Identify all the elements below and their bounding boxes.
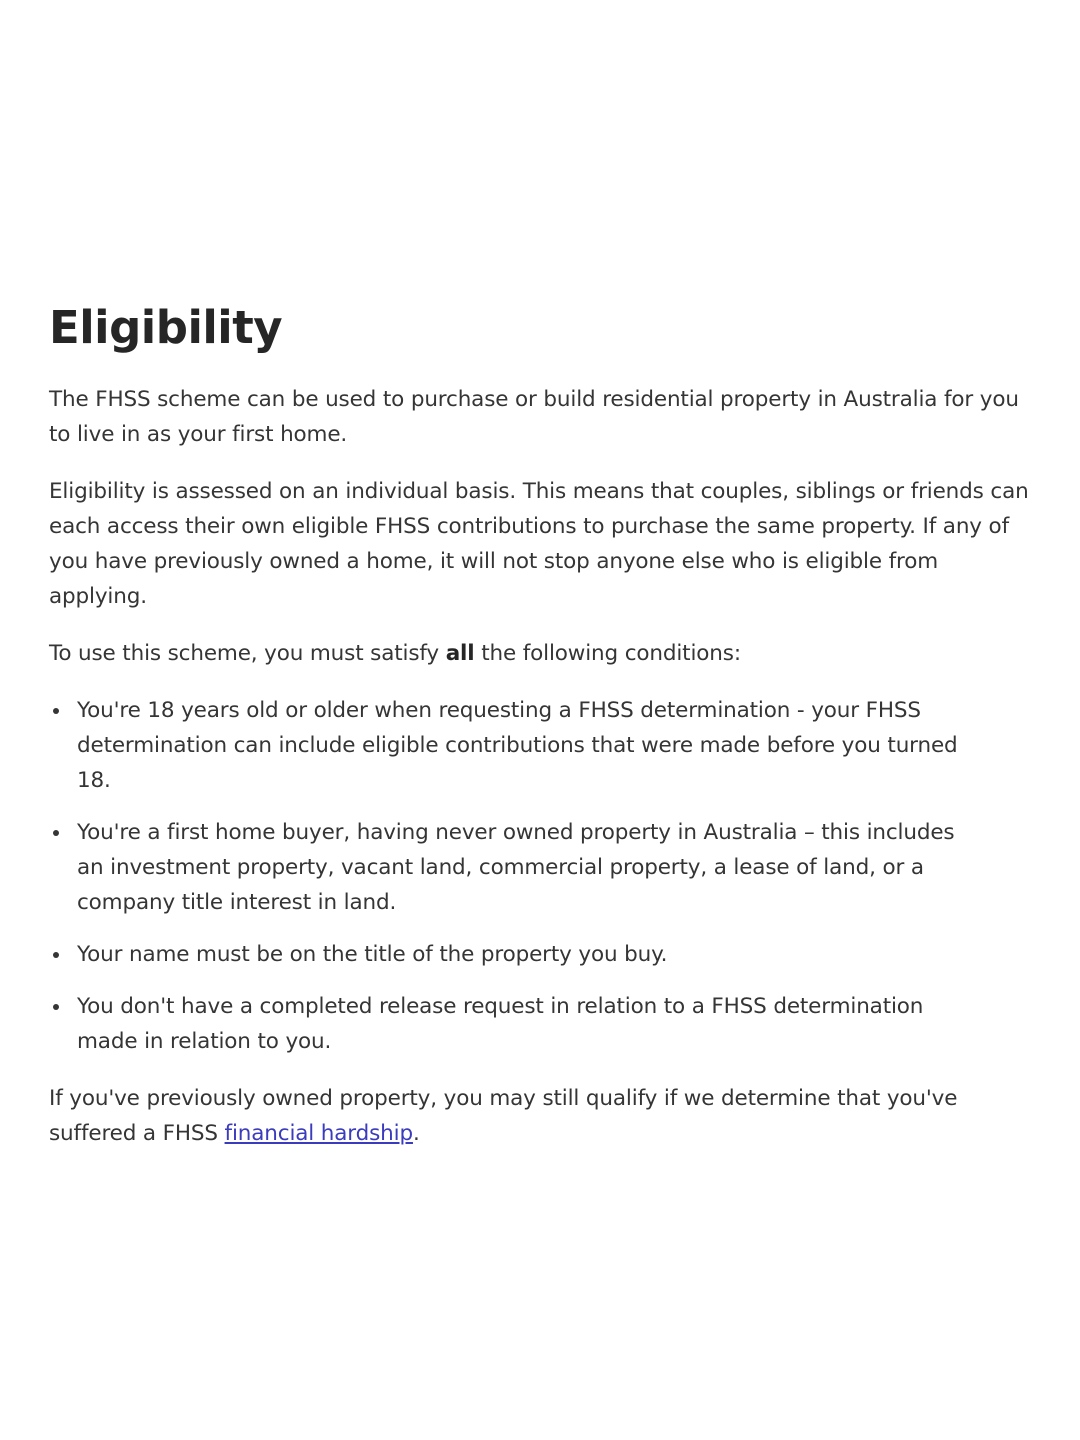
main-content (49, 298, 1039, 1173)
list-item (77, 989, 987, 1059)
hardship-text: If you've previously owned property, you may still qualify if we determine that you've suffered a FHSS (49, 1086, 958, 1146)
bullet-icon (53, 1004, 59, 1010)
list-item (77, 937, 987, 972)
emphasis-all: all (445, 641, 475, 666)
individual-basis-paragraph: Eligibility is assessed on an individual basis. This means that couples, siblings or friends can each access their own eligible FHSS contributions to purchase the same property. If any of you have previously owned a home, it will not stop anyone else who is eligible from applying. (49, 479, 1029, 609)
condition-text: You're 18 years old or older when requesting a FHSS determination - your FHSS determination can include eligible contributions that were made before you turned 18. (77, 698, 958, 793)
page-title: Eligibility (49, 301, 283, 354)
conditions-intro-text-end: the following conditions: (474, 641, 741, 666)
list-item (77, 693, 987, 798)
financial-hardship-link[interactable]: financial hardship (224, 1121, 413, 1146)
bullet-icon (53, 952, 59, 958)
conditions-list (49, 693, 1039, 1059)
list-item (77, 815, 987, 920)
condition-text: Your name must be on the title of the property you buy. (77, 942, 668, 967)
bullet-icon (53, 708, 59, 714)
conditions-intro (49, 636, 1039, 671)
intro-paragraph: The FHSS scheme can be used to purchase or build residential property in Australia for you to live in as your first home. (49, 387, 1019, 447)
conditions-intro-text: To use this scheme, you must satisfy (49, 641, 446, 666)
hardship-text-end: . (412, 1121, 420, 1146)
bullet-icon (53, 830, 59, 836)
hardship-paragraph (49, 1081, 1039, 1151)
condition-text: You're a first home buyer, having never owned property in Australia – this includes an investment property, vacant land, commercial property, a lease of land, or a company title interest in land. (77, 820, 955, 915)
condition-text: You don't have a completed release request in relation to a FHSS determination made in relation to you. (77, 994, 924, 1054)
